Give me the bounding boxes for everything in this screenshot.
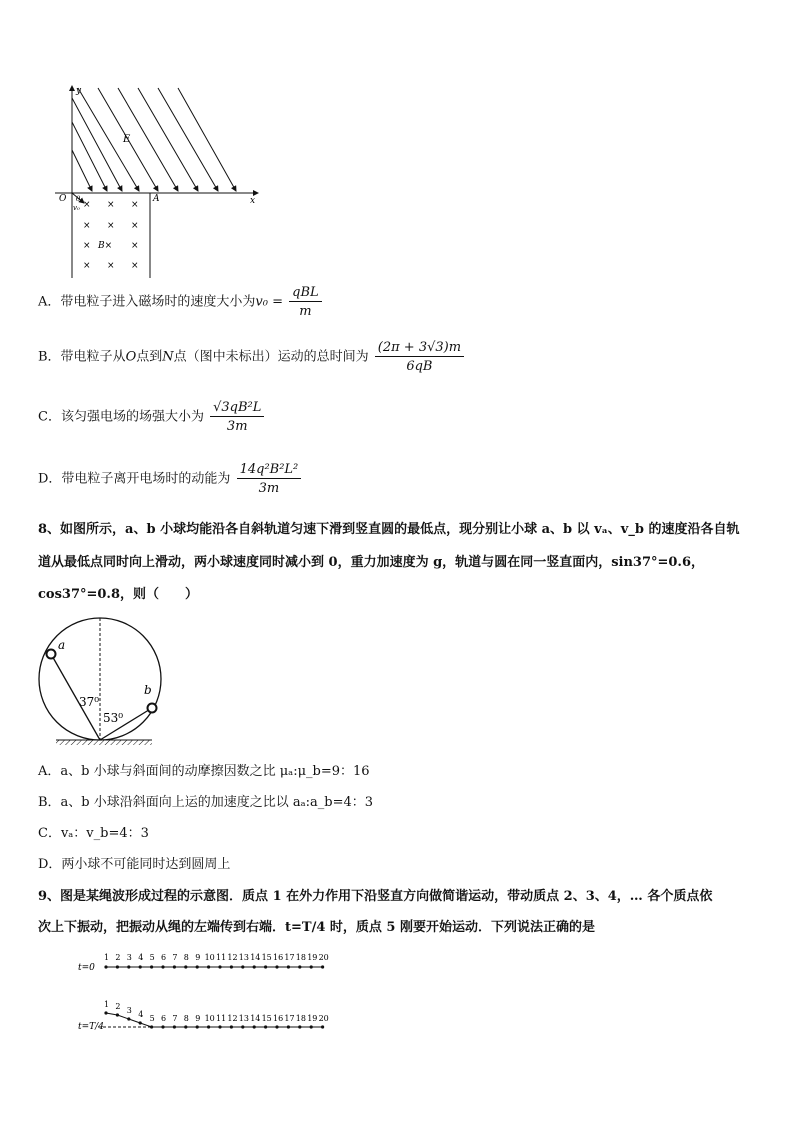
particle-t0-16: [275, 965, 278, 968]
particle-label-t1-6: 6: [161, 1014, 167, 1023]
particle-t1-4: [139, 1021, 142, 1024]
particle-t1-7: [173, 1025, 176, 1028]
q8-stem-line2: 道从最低点同时向上滑动，两小球速度同时减小到 0，重力加速度为 g，轨道与圆在同一竖直面内，sin37°=0.6，: [38, 555, 704, 570]
particle-label-t1-8: 8: [183, 1014, 189, 1023]
q9-stem-line1: 9、图是某绳波形成过程的示意图．质点 1 在外力作用下沿竖直方向做简谐运动，带动质点 2、3、4，… 各个质点依: [38, 889, 713, 904]
q9-stem-line2: 次上下振动，把振动从绳的左端传到右端．t=T/4 时，质点 5 刚要开始运动．下列说法正确的是: [38, 920, 595, 935]
particle-label-t0-8: 8: [183, 953, 189, 962]
particle-label-t0-11: 11: [216, 953, 227, 962]
svg-text:×: ×: [131, 221, 139, 231]
particle-t1-6: [161, 1025, 164, 1028]
particle-label-t1-17: 17: [284, 1014, 295, 1023]
particle-t0-6: [161, 965, 164, 968]
ball-b: [148, 704, 157, 713]
particle-t1-11: [218, 1025, 221, 1028]
particle-t0-1: [104, 965, 107, 968]
particle-label-t0-7: 7: [172, 953, 178, 962]
particle-label-t0-9: 9: [195, 953, 201, 962]
particle-label-t1-18: 18: [295, 1014, 306, 1023]
q8-stem-line1: 8、如图所示，a、b 小球均能沿各自斜轨道匀速下滑到竖直圆的最低点，现分别让小球 a、b 以 vₐ、v_b 的速度沿各自轨: [38, 522, 740, 537]
label-b: B×: [98, 241, 113, 251]
q7-option-b: B．带电粒子从O点到N点（图中未标出）运动的总时间为 $\frac{(2\pi + 3√3)m}{6qB}$: [38, 340, 464, 374]
particle-t1-10: [207, 1025, 210, 1028]
svg-text:×: ×: [83, 221, 91, 231]
svg-text:×: ×: [131, 241, 139, 251]
q8-option-a: A．a、b 小球与斜面间的动摩擦因数之比 μₐ:μ_b=9：16: [38, 764, 370, 779]
particle-t0-4: [139, 965, 142, 968]
q8-stem-line3: cos37°=0.8，则（ ）: [38, 587, 199, 602]
particle-label-t1-3: 3: [126, 1006, 132, 1015]
particle-t1-3: [127, 1017, 130, 1020]
particle-label-t1-7: 7: [172, 1014, 178, 1023]
particle-t0-13: [241, 965, 244, 968]
label-theta: θ: [76, 195, 81, 203]
label-t0: t=0: [78, 963, 95, 973]
particle-label-t1-19: 19: [307, 1014, 318, 1023]
particle-t1-14: [253, 1025, 256, 1028]
svg-text:×: ×: [107, 261, 115, 271]
particle-t1-13: [241, 1025, 244, 1028]
label-y: y: [76, 86, 82, 96]
q8-option-c: C．vₐ：v_b=4：3: [38, 826, 149, 841]
particle-t1-18: [298, 1025, 301, 1028]
particle-t0-12: [230, 965, 233, 968]
particle-label-t0-13: 13: [238, 953, 249, 962]
particle-label-t0-4: 4: [138, 953, 144, 962]
q8-option-b: B．a、b 小球沿斜面向上运的加速度之比以 aₐ:a_b=4：3: [38, 795, 374, 810]
particle-label-t1-2: 2: [115, 1002, 121, 1011]
particle-t1-19: [310, 1025, 313, 1028]
particle-t0-20: [321, 965, 324, 968]
magnetic-field-crosses: [83, 200, 139, 271]
particle-label-t1-1: 1: [104, 1000, 110, 1009]
svg-text:×: ×: [83, 261, 91, 271]
particle-t0-17: [287, 965, 290, 968]
q9-figure: [76, 945, 336, 1040]
particle-label-t0-16: 16: [273, 953, 284, 962]
particle-label-t1-5: 5: [149, 1014, 155, 1023]
svg-text:×: ×: [107, 200, 115, 210]
particle-t1-1: [104, 1011, 107, 1014]
particle-t0-14: [253, 965, 256, 968]
particle-label-t0-2: 2: [115, 953, 121, 962]
particle-label-t1-12: 12: [227, 1014, 238, 1023]
particle-t0-9: [196, 965, 199, 968]
label-angle-53: 53⁰: [103, 711, 124, 725]
particle-t1-17: [287, 1025, 290, 1028]
particle-label-t1-20: 20: [318, 1014, 329, 1023]
svg-text:×: ×: [83, 241, 91, 251]
q7-figure: [50, 80, 270, 285]
label-ball-a: a: [58, 638, 66, 652]
particle-t0-15: [264, 965, 267, 968]
label-origin: O: [59, 194, 67, 204]
particle-label-t1-9: 9: [195, 1014, 201, 1023]
label-angle-37: 37⁰: [79, 695, 100, 709]
particle-label-t0-5: 5: [149, 953, 155, 962]
particle-label-t1-15: 15: [261, 1014, 272, 1023]
particle-label-t1-14: 14: [250, 1014, 261, 1023]
label-t1: t=T/4: [78, 1022, 104, 1032]
particle-label-t1-16: 16: [273, 1014, 284, 1023]
svg-text:×: ×: [131, 200, 139, 210]
particle-t0-7: [173, 965, 176, 968]
label-ball-b: b: [144, 683, 152, 697]
svg-text:×: ×: [107, 221, 115, 231]
particle-t0-3: [127, 965, 130, 968]
particle-label-t0-12: 12: [227, 953, 238, 962]
particle-label-t1-11: 11: [216, 1014, 227, 1023]
particle-t1-16: [275, 1025, 278, 1028]
particle-label-t0-20: 20: [318, 953, 329, 962]
svg-text:×: ×: [131, 261, 139, 271]
particle-label-t1-10: 10: [204, 1014, 215, 1023]
particle-t1-12: [230, 1025, 233, 1028]
particle-t0-11: [218, 965, 221, 968]
particle-t1-2: [116, 1013, 119, 1016]
particle-t1-8: [184, 1025, 187, 1028]
particle-label-t1-13: 13: [238, 1014, 249, 1023]
particle-label-t0-14: 14: [250, 953, 261, 962]
e-field-lines: [72, 88, 236, 191]
label-a: A: [153, 194, 160, 204]
particle-t1-20: [321, 1025, 324, 1028]
ground: [56, 740, 152, 745]
particle-label-t0-17: 17: [284, 953, 295, 962]
q8-figure: [36, 610, 176, 750]
svg-text:×: ×: [83, 200, 91, 210]
q7-option-c: C．该匀强电场的场强大小为 $\frac{\text{√3qB²L}}{3m}$: [38, 400, 264, 434]
particle-t1-5: [150, 1025, 153, 1028]
particle-label-t0-18: 18: [295, 953, 306, 962]
q7-option-d: D．带电粒子离开电场时的动能为 $\frac{\text{14q²B²L²}}{3m}$: [38, 462, 301, 496]
particle-label-t0-1: 1: [104, 953, 110, 962]
particle-t0-8: [184, 965, 187, 968]
particle-t0-10: [207, 965, 210, 968]
q7-option-a: A．带电粒子进入磁场时的速度大小为v₀ = $\frac{\text{qBL}}{m}$: [38, 285, 322, 319]
particle-t0-2: [116, 965, 119, 968]
ball-a: [47, 650, 56, 659]
q8-option-d: D．两小球不可能同时达到圆周上: [38, 857, 231, 872]
particle-label-t1-4: 4: [138, 1010, 144, 1019]
particle-label-t0-10: 10: [204, 953, 215, 962]
particle-label-t0-19: 19: [307, 953, 318, 962]
label-x: x: [250, 196, 256, 206]
particle-t1-9: [196, 1025, 199, 1028]
particle-t0-19: [310, 965, 313, 968]
particle-t1-15: [264, 1025, 267, 1028]
particle-t0-18: [298, 965, 301, 968]
particle-label-t0-15: 15: [261, 953, 272, 962]
particle-label-t0-6: 6: [161, 953, 167, 962]
label-v0: v₀: [73, 204, 80, 212]
particle-t0-5: [150, 965, 153, 968]
particle-label-t0-3: 3: [126, 953, 132, 962]
label-e: E: [123, 134, 131, 145]
